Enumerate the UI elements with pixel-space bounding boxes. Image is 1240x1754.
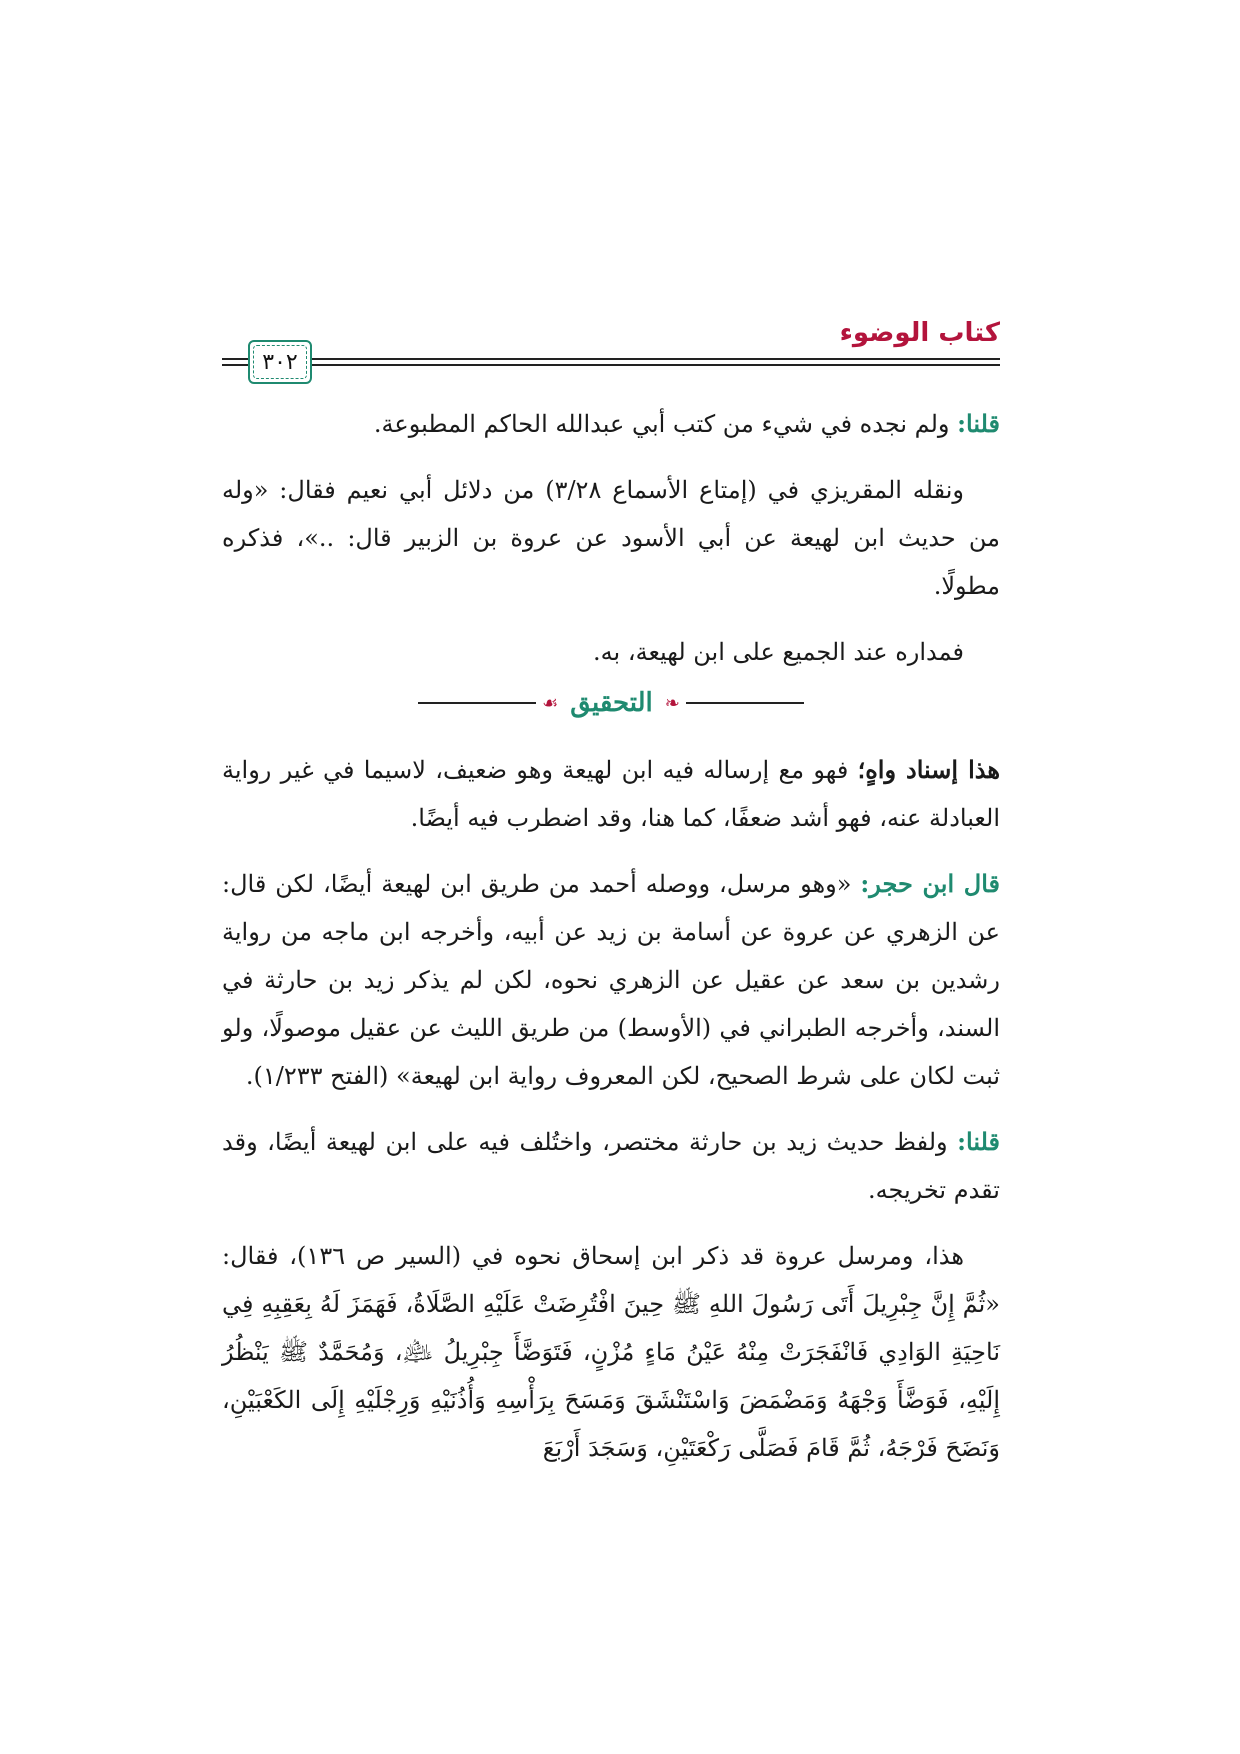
header-rule-top — [222, 358, 1000, 360]
page-content — [222, 400, 1000, 1472]
divider-line — [686, 702, 804, 704]
paragraph-lead: قلنا: — [957, 1127, 1000, 1156]
section-divider — [222, 688, 1000, 718]
tahqiq-paragraph-1 — [222, 746, 1000, 842]
paragraph-text: ولفظ حديث زيد بن حارثة مختصر، واختُلف فيه على ابن لهيعة أيضًا، وقد تقدم تخريجه. — [222, 1128, 1000, 1204]
paragraph-3: فمداره عند الجميع على ابن لهيعة، به. — [593, 638, 964, 666]
paragraph-text: «وهو مرسل، ووصله أحمد من طريق ابن لهيعة أيضًا، لكن قال: عن الزهري عن عروة عن أسامة بن زيد عن أبيه، وأخرجه ابن ماجه من رواية رشدين بن سعد عن عقيل عن الزهري نحوه، لكن لم يذكر زيد بن حارثة في السند، وأخرجه الطبراني في (الأوسط) من طريق الليث عن عقيل موصولًا، ولو ثبت لكان على شرط الصحيح، لكن المعروف رواية ابن لهيعة» (الفتح ١/٢٣٣). — [222, 870, 1000, 1090]
running-title: كتاب الوضوء — [839, 318, 1000, 348]
ornament-icon: ☙ — [542, 692, 559, 714]
ornament-icon: ❧ — [664, 692, 680, 714]
header-rule-bottom — [222, 364, 1000, 366]
paragraph-lead: هذا إسناد واهٍ؛ — [857, 755, 1000, 784]
tahqiq-paragraph-4: هذا، ومرسل عروة قد ذكر ابن إسحاق نحوه في (السير ص ١٣٦)، فقال: «ثُمَّ إِنَّ جِبْرِيلَ أَتَى رَسُولَ اللهِ ﷺ حِينَ افْتُرِضَتْ عَلَيْهِ الصَّلَاةُ، فَهَمَزَ لَهُ بِعَقِبِهِ فِي نَاحِيَةِ الوَادِي فَانْفَجَرَتْ مِنْهُ عَيْنُ مَاءٍ مُزْنٍ، فَتَوَضَّأَ جِبْرِيلُ ﵇، وَمُحَمَّدٌ ﷺ يَنْظُرُ إِلَيْهِ، فَوَضَّأَ وَجْهَهُ وَمَضْمَضَ وَاسْتَنْشَقَ وَمَسَحَ بِرَأْسِهِ وَأُذُنَيْهِ وَرِجْلَيْهِ إِلَى الكَعْبَيْنِ، وَنَضَحَ فَرْجَهُ، ثُمَّ قَامَ فَصَلَّى رَكْعَتَيْنِ، وَسَجَدَ أَرْبَعَ — [222, 1242, 1000, 1462]
paragraph-2: ونقله المقريزي في (إمتاع الأسماع ٣/٢٨) من دلائل أبي نعيم فقال: «وله من حديث ابن لهيعة عن أبي الأسود عن عروة بن الزبير قال: ..»، فذكره مطولًا. — [222, 476, 1000, 600]
tahqiq-paragraph-2 — [222, 860, 1000, 1100]
paragraph-lead: قال ابن حجر: — [860, 869, 1000, 898]
divider-line — [418, 702, 536, 704]
page-number-badge — [248, 340, 312, 384]
section-heading: التحقيق — [570, 688, 653, 718]
tahqiq-paragraph-3 — [222, 1118, 1000, 1214]
paragraph-text: ولم نجده في شيء من كتب أبي عبدالله الحاكم المطبوعة. — [373, 410, 958, 438]
paragraph-lead: قلنا: — [957, 409, 1000, 438]
paragraph-text: فهو مع إرساله فيه ابن لهيعة وهو ضعيف، لاسيما في غير رواية العبادلة عنه، فهو أشد ضعفًا، كما هنا، وقد اضطرب فيه أيضًا. — [222, 756, 1000, 832]
page-number: ٣٠٢ — [262, 349, 298, 375]
paragraph-1 — [222, 400, 1000, 448]
